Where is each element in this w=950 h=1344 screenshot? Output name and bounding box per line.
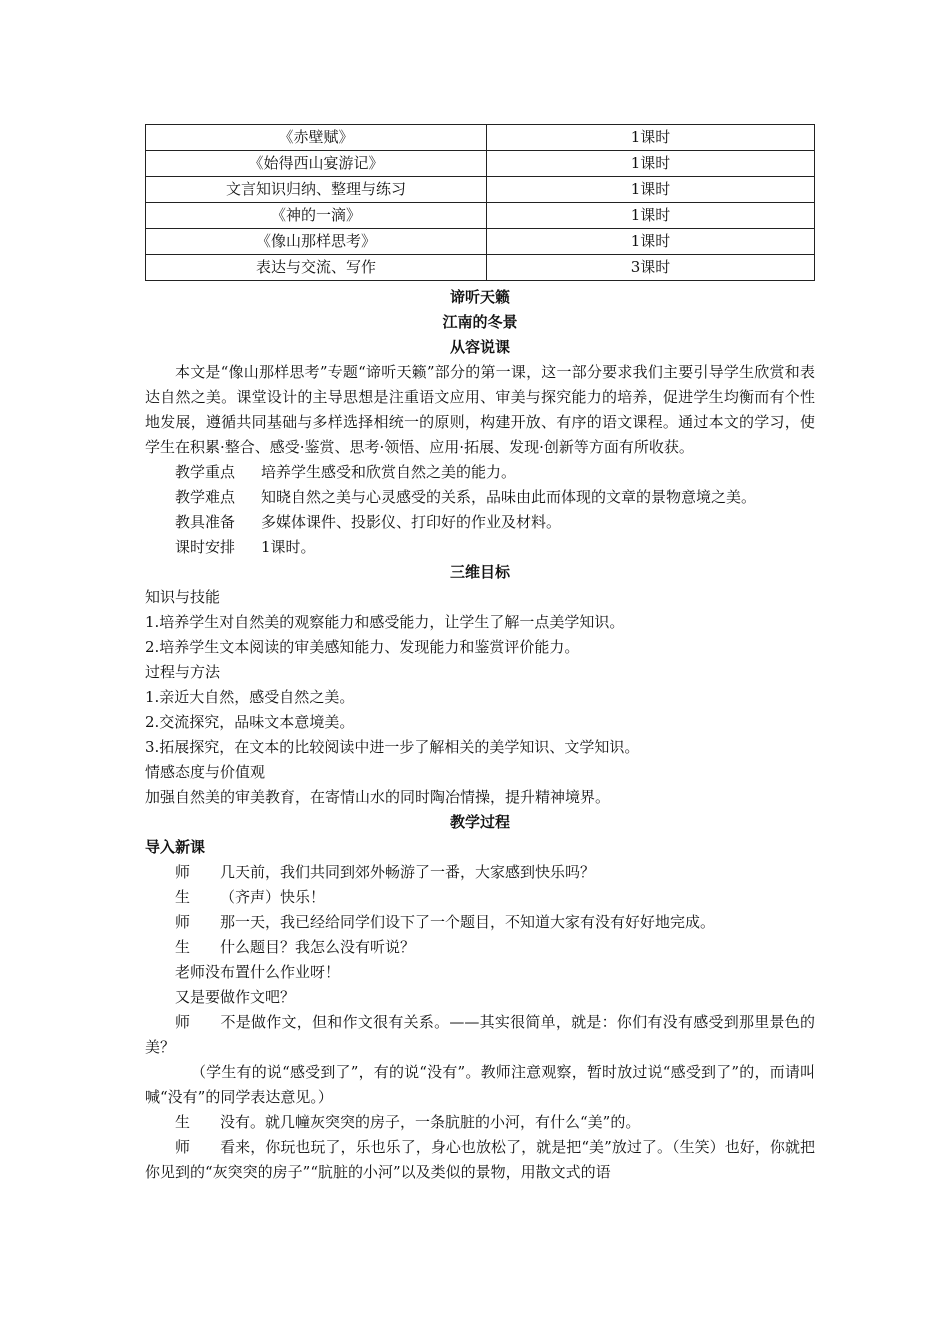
knowledge-item: 2.培养学生文本阅读的审美感知能力、发现能力和鉴赏评价能力。 xyxy=(145,638,580,656)
dialogue-paragraph xyxy=(145,1135,815,1185)
process-item: 2.交流探究，品味文本意境美。 xyxy=(145,713,355,731)
process-title: 过程与方法 xyxy=(145,663,221,681)
lesson-hours-cell: 1课时 xyxy=(487,229,815,255)
key-point-text: 知晓自然之美与心灵感受的关系，品味由此而体现的文章的景物意境之美。 xyxy=(261,488,757,506)
stage-note: （学生有的说“感受到了”，有的说“没有”。教师注意观察，暂时放过说“感受到了”的，而请叫喊“没有”的同学表达意见。） xyxy=(145,1063,815,1106)
table-row xyxy=(146,255,815,281)
dialogue-line xyxy=(145,885,815,910)
table-row xyxy=(146,151,815,177)
dialogue-line xyxy=(145,1110,815,1135)
utterance: 看来，你玩也玩了，乐也乐了，身心也放松了，就是把“美”放过了。（生笑）也好，你就把你见到的“灰突突的房子”“肮脏的小河”以及类似的景物，用散文式的语 xyxy=(145,1138,815,1181)
key-point-label: 教学难点 xyxy=(175,488,236,506)
speaker: 生 xyxy=(175,938,191,956)
speaker: 师 xyxy=(175,913,191,931)
key-point-label: 课时安排 xyxy=(175,538,236,556)
lesson-title-cell: 文言知识归纳、整理与练习 xyxy=(146,177,487,203)
lesson-hours-cell: 3课时 xyxy=(487,255,815,281)
speaker: 师 xyxy=(175,863,191,881)
table-row xyxy=(146,177,815,203)
utterance: 没有。就几幢灰突突的房子，一条肮脏的小河，有什么“美”的。 xyxy=(220,1113,641,1131)
table-row xyxy=(146,203,815,229)
lead-in-title: 导入新课 xyxy=(145,838,206,856)
lesson-title-cell: 《始得西山宴游记》 xyxy=(146,151,487,177)
lesson-hours-cell: 1课时 xyxy=(487,151,815,177)
key-point-text: 1课时。 xyxy=(261,538,316,556)
dialogue-line: 老师没布置什么作业呀！ xyxy=(175,963,341,981)
speaker: 生 xyxy=(175,1113,191,1131)
speaker: 师 xyxy=(175,1138,191,1156)
dialogue-line xyxy=(145,935,815,960)
key-point-difficulty xyxy=(145,485,815,510)
attitude-title: 情感态度与价值观 xyxy=(145,763,266,781)
intro-paragraph: 本文是“像山那样思考”专题“谛听天籁”部分的第一课，这一部分要求我们主要引导学生欣赏和表达自然之美。课堂设计的主导思想是注重语文应用、审美与探究能力的培养，促进学生均衡而有个性地发展，遵循共同基础与多样选择相统一的原则，构建开放、有序的语文课程。通过本文的学习，使学生在积累·整合、感受·鉴赏、思考·领悟、应用·拓展、发现·创新等方面有所收获。 xyxy=(145,363,815,456)
knowledge-item: 1.培养学生对自然美的观察能力和感受能力，让学生了解一点美学知识。 xyxy=(145,613,625,631)
intro-heading: 从容说课 xyxy=(449,338,510,356)
table-row xyxy=(146,125,815,151)
process-heading: 教学过程 xyxy=(449,813,510,831)
process-item: 1.亲近大自然，感受自然之美。 xyxy=(145,688,355,706)
key-point-schedule xyxy=(145,535,815,560)
key-point-label: 教学重点 xyxy=(175,463,236,481)
utterance: 什么题目？我怎么没有听说？ xyxy=(220,938,416,956)
section-heading: 谛听天籁 xyxy=(449,288,510,306)
lesson-title-cell: 表达与交流、写作 xyxy=(146,255,487,281)
key-point-tools xyxy=(145,510,815,535)
lesson-hours-cell: 1课时 xyxy=(487,125,815,151)
utterance: 那一天，我已经给同学们设下了一个题目，不知道大家有没有好好地完成。 xyxy=(220,913,716,931)
knowledge-title: 知识与技能 xyxy=(145,588,221,606)
utterance: 几天前，我们共同到郊外畅游了一番，大家感到快乐吗？ xyxy=(220,863,596,881)
speaker: 生 xyxy=(175,888,191,906)
key-point-text: 多媒体课件、投影仪、打印好的作业及材料。 xyxy=(261,513,562,531)
lesson-title-cell: 《像山那样思考》 xyxy=(146,229,487,255)
key-point-focus xyxy=(145,460,815,485)
attitude-text: 加强自然美的审美教育，在寄情山水的同时陶冶情操，提升精神境界。 xyxy=(145,788,611,806)
lesson-title-cell: 《赤壁赋》 xyxy=(146,125,487,151)
goals-heading: 三维目标 xyxy=(449,563,510,581)
lesson-heading: 江南的冬景 xyxy=(442,313,518,331)
dialogue-line xyxy=(145,860,815,885)
schedule-table xyxy=(145,124,815,281)
utterance: （齐声）快乐！ xyxy=(220,888,326,906)
lesson-hours-cell: 1课时 xyxy=(487,177,815,203)
utterance: 不是做作文，但和作文很有关系。——其实很简单，就是：你们有没有感受到那里景色的美？ xyxy=(145,1013,815,1056)
process-item: 3.拓展探究，在文本的比较阅读中进一步了解相关的美学知识、文学知识。 xyxy=(145,738,640,756)
dialogue-paragraph xyxy=(145,1010,815,1060)
lesson-hours-cell: 1课时 xyxy=(487,203,815,229)
table-row xyxy=(146,229,815,255)
dialogue-line: 又是要做作文吧？ xyxy=(175,988,296,1006)
speaker: 师 xyxy=(175,1013,191,1031)
document-page xyxy=(145,124,815,1185)
dialogue-line xyxy=(145,910,815,935)
key-point-label: 教具准备 xyxy=(175,513,236,531)
lesson-title-cell: 《神的一滴》 xyxy=(146,203,487,229)
key-point-text: 培养学生感受和欣赏自然之美的能力。 xyxy=(261,463,517,481)
